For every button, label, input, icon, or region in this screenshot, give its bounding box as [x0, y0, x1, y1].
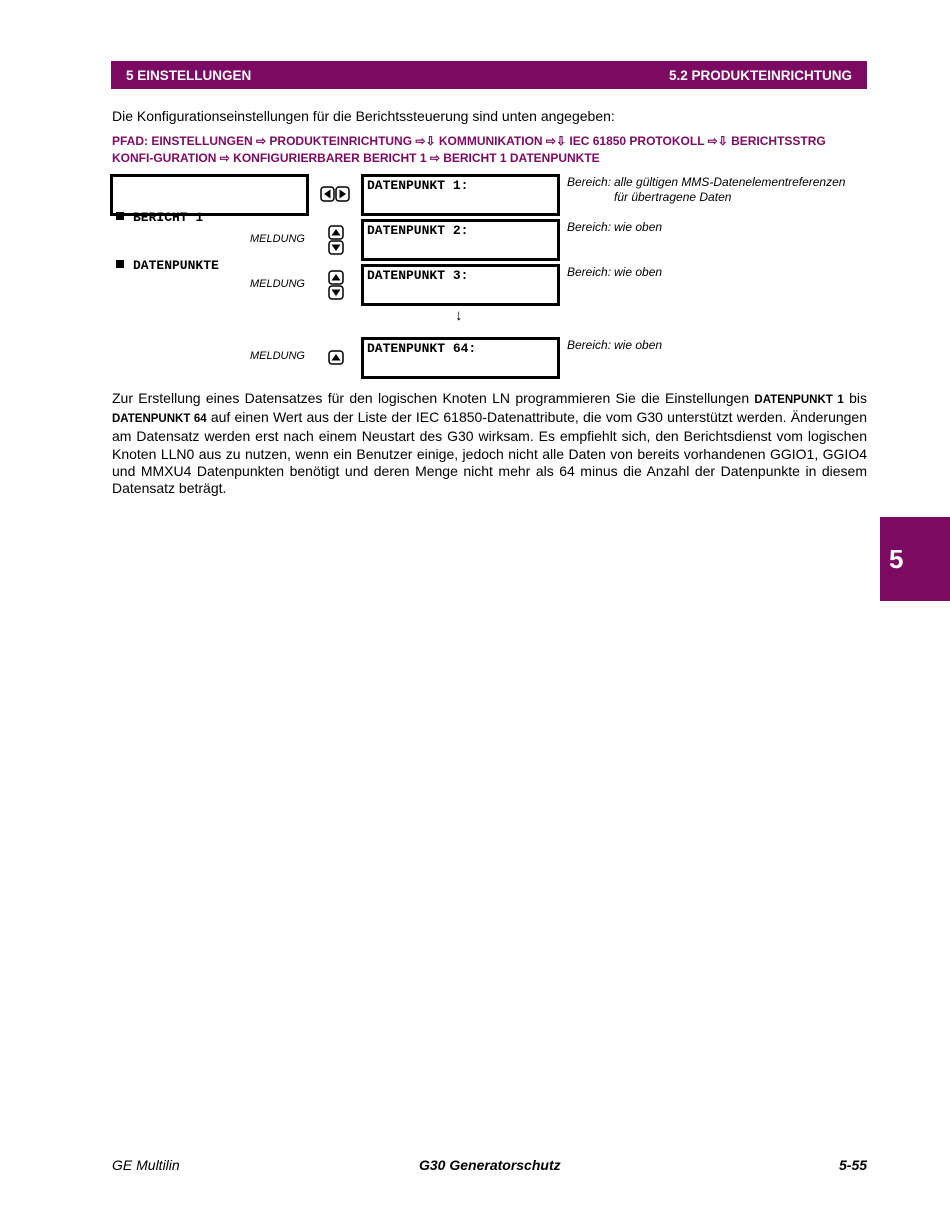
body-text: bis — [849, 390, 867, 406]
range-label: Bereich: — [567, 338, 612, 352]
chapter-side-tab: 5 — [880, 517, 950, 601]
continuation-arrow: ↓ — [455, 307, 463, 324]
footer-page-number: 5-55 — [839, 1157, 868, 1173]
body-text: auf einen Wert aus der Liste der IEC 61850-Datenattribute, die vom G30 unterstützt werden. Änderungen am Datensatz werden erst nach einem Neustart des G30 wirksam. Es empfiehlt sich, den Berichtsdienst vom logischen Knoten LLN0 aus zu nutzen, wenn ein Benutzer einige, jedoch nicht alle Daten von bereits vorhandenen GGIO1, GGIO4 und MMXU4 Datenpunkten benötigt und deren Menge nicht mehr als 64 minus die Anzahl der Datenpunkte in diesem Datensatz beträgt. — [112, 409, 867, 497]
range-label: Bereich: — [567, 175, 612, 189]
range-note-2 — [567, 220, 662, 235]
range-note-1 — [567, 175, 845, 205]
range-value-cont: für übertragene Daten — [614, 190, 732, 204]
up-down-keys-icon — [328, 270, 344, 300]
footer-document-title: G30 Generatorschutz — [419, 1157, 561, 1173]
setting-lcd-datenpunkt-64: DATENPUNKT 64: — [361, 337, 560, 379]
bullet-icon — [116, 260, 124, 268]
meldung-label: MELDUNG — [249, 278, 305, 290]
setting-keyword: DATENPUNKT 64 — [112, 413, 207, 426]
setting-lcd-datenpunkt-1: DATENPUNKT 1: — [361, 174, 560, 216]
meldung-label: MELDUNG — [249, 233, 305, 245]
page-header-bar — [111, 61, 867, 89]
setting-keyword: DATENPUNKT 1 — [754, 394, 844, 406]
footer-company: GE Multilin — [112, 1157, 180, 1173]
meldung-label: MELDUNG — [249, 350, 305, 362]
intro-text: Die Konfigurationseinstellungen für die Berichtssteuerung sind unten angegeben: — [112, 108, 615, 124]
chapter-title: 5 EINSTELLUNGEN — [126, 67, 252, 83]
range-label: Bereich: — [567, 220, 612, 234]
up-key-icon — [328, 350, 344, 365]
setting-lcd-datenpunkt-2: DATENPUNKT 2: — [361, 219, 560, 261]
section-title: 5.2 PRODUKTEINRICHTUNG — [668, 67, 852, 83]
settings-path: PFAD: EINSTELLUNGEN ⇨ PRODUKTEINRICHTUNG ⇨⇩ KOMMUNIKATION ⇨⇩ IEC 61850 PROTOKOLL ⇨⇩ BERICHTSSTRG KONFI-GURATION ⇨ KONFIGURIERBARER BERICHT 1 ⇨ BERICHT 1 DATENPUNKTE — [112, 134, 826, 165]
range-note-3 — [567, 265, 662, 280]
range-value: wie oben — [614, 338, 663, 352]
menu-line-1: BERICHT 1 — [133, 210, 204, 225]
range-value: wie oben — [614, 265, 663, 279]
setting-lcd-datenpunkt-3: DATENPUNKT 3: — [361, 264, 560, 306]
range-label: Bereich: — [567, 265, 612, 279]
body-text: Zur Erstellung eines Datensatzes für den logischen Knoten LN programmieren Sie die Einstellungen — [112, 390, 750, 406]
range-value: wie oben — [614, 220, 663, 234]
menu-line-2: DATENPUNKTE — [133, 258, 219, 273]
range-note-64 — [567, 338, 662, 353]
range-value: alle gültigen MMS-Datenelementreferenzen — [614, 175, 846, 189]
bullet-icon — [116, 212, 124, 220]
left-right-keys-icon — [320, 186, 351, 202]
up-down-keys-icon — [328, 225, 344, 255]
body-paragraph — [112, 390, 867, 497]
